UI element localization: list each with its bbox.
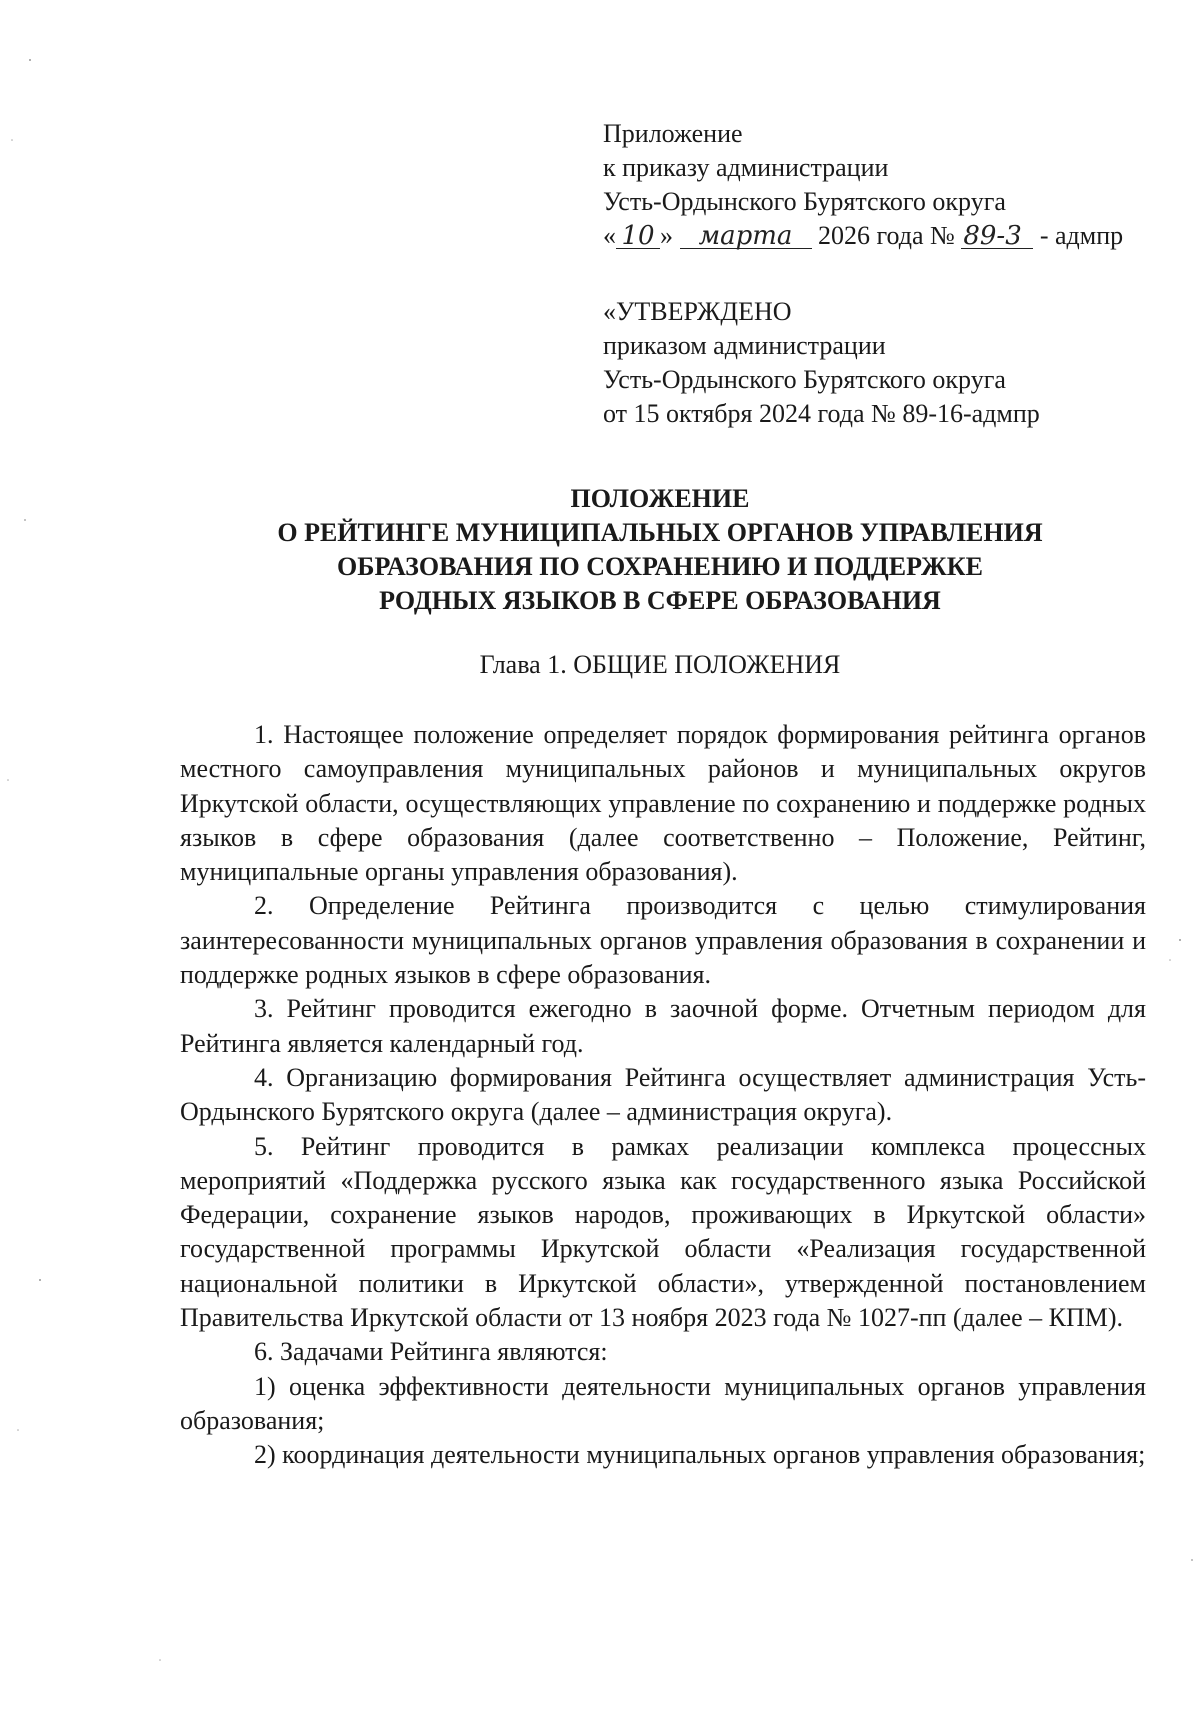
handwritten-month: марта (680, 224, 812, 249)
title-line-1: ПОЛОЖЕНИЕ (570, 484, 750, 513)
paragraph: 2) координация деятельности муниципальных органов управления образования; (254, 1440, 1146, 1470)
appendix-line-1: Приложение (603, 119, 743, 148)
document-title (140, 482, 1180, 618)
title-line-4: РОДНЫХ ЯЗЫКОВ В СФЕРЕ ОБРАЗОВАНИЯ (379, 586, 941, 615)
approved-line-3: Усть-Ордынского Бурятского округа (603, 365, 1006, 394)
approval-block (603, 117, 1163, 431)
paragraph: 5. Рейтинг проводится в рамках реализации комплекса процессных мероприятий «Поддержка русского языка как государственного языка Российской Федерации, сохранение языков народов, проживающих в Иркутской области» государственной программы Иркутской области «Реализация государственной национальной политики в Иркутской области», утвержденной постановлением Правительства Иркутской области от 13 ноября 2023 года № 1027-пп (далее – КПМ). (180, 1131, 1146, 1333)
title-line-2: О РЕЙТИНГЕ МУНИЦИПАЛЬНЫХ ОРГАНОВ УПРАВЛЕНИЯ (277, 518, 1043, 547)
appendix-line-2: к приказу администрации (603, 153, 889, 182)
paragraph: 4. Организацию формирования Рейтинга осуществляет администрация Усть-Ордынского Бурятского округа (далее – администрация округа). (180, 1062, 1146, 1127)
title-line-3: ОБРАЗОВАНИЯ ПО СОХРАНЕНИЮ И ПОДДЕРЖКЕ (337, 552, 983, 581)
date-open-quote: « (603, 221, 616, 250)
approved-line-4: от 15 октября 2024 года № 89-16-адмпр (603, 399, 1040, 428)
paragraph: 1. Настоящее положение определяет порядок формирования рейтинга органов местного самоуправления муниципальных районов и муниципальных округов Иркутской области, осуществляющих управление по сохранению и поддержке родных языков в сфере образования (далее соответственно – Положение, Рейтинг, муниципальные органы управления образования). (180, 720, 1146, 887)
handwritten-order-number: 89-3 (961, 224, 1033, 249)
approved-line-1: «УТВЕРЖДЕНО (603, 297, 792, 326)
paragraph: 1) оценка эффективности деятельности муниципальных органов управления образования; (180, 1371, 1146, 1435)
paragraph: 6. Задачами Рейтинга являются: (254, 1337, 608, 1367)
handwritten-day: 10 (616, 224, 660, 249)
date-year-text: 2026 года № (818, 221, 955, 250)
date-close-quote: » (660, 221, 673, 250)
approved-line-2: приказом администрации (603, 331, 886, 360)
paragraph: 3. Рейтинг проводится ежегодно в заочной форме. Отчетным периодом для Рейтинга является календарный год. (180, 994, 1146, 1058)
paragraph: 2. Определение Рейтинга производится с целью стимулирования заинтересованности муниципальных органов управления образования в сохранении и поддержке родных языков в сфере образования. (180, 891, 1146, 990)
document-body (180, 718, 1146, 1473)
chapter-heading: Глава 1. ОБЩИЕ ПОЛОЖЕНИЯ (479, 650, 841, 679)
appendix-date-line (603, 219, 1163, 253)
appendix-line-3: Усть-Ордынского Бурятского округа (603, 187, 1006, 216)
order-suffix: - адмпр (1039, 221, 1124, 250)
